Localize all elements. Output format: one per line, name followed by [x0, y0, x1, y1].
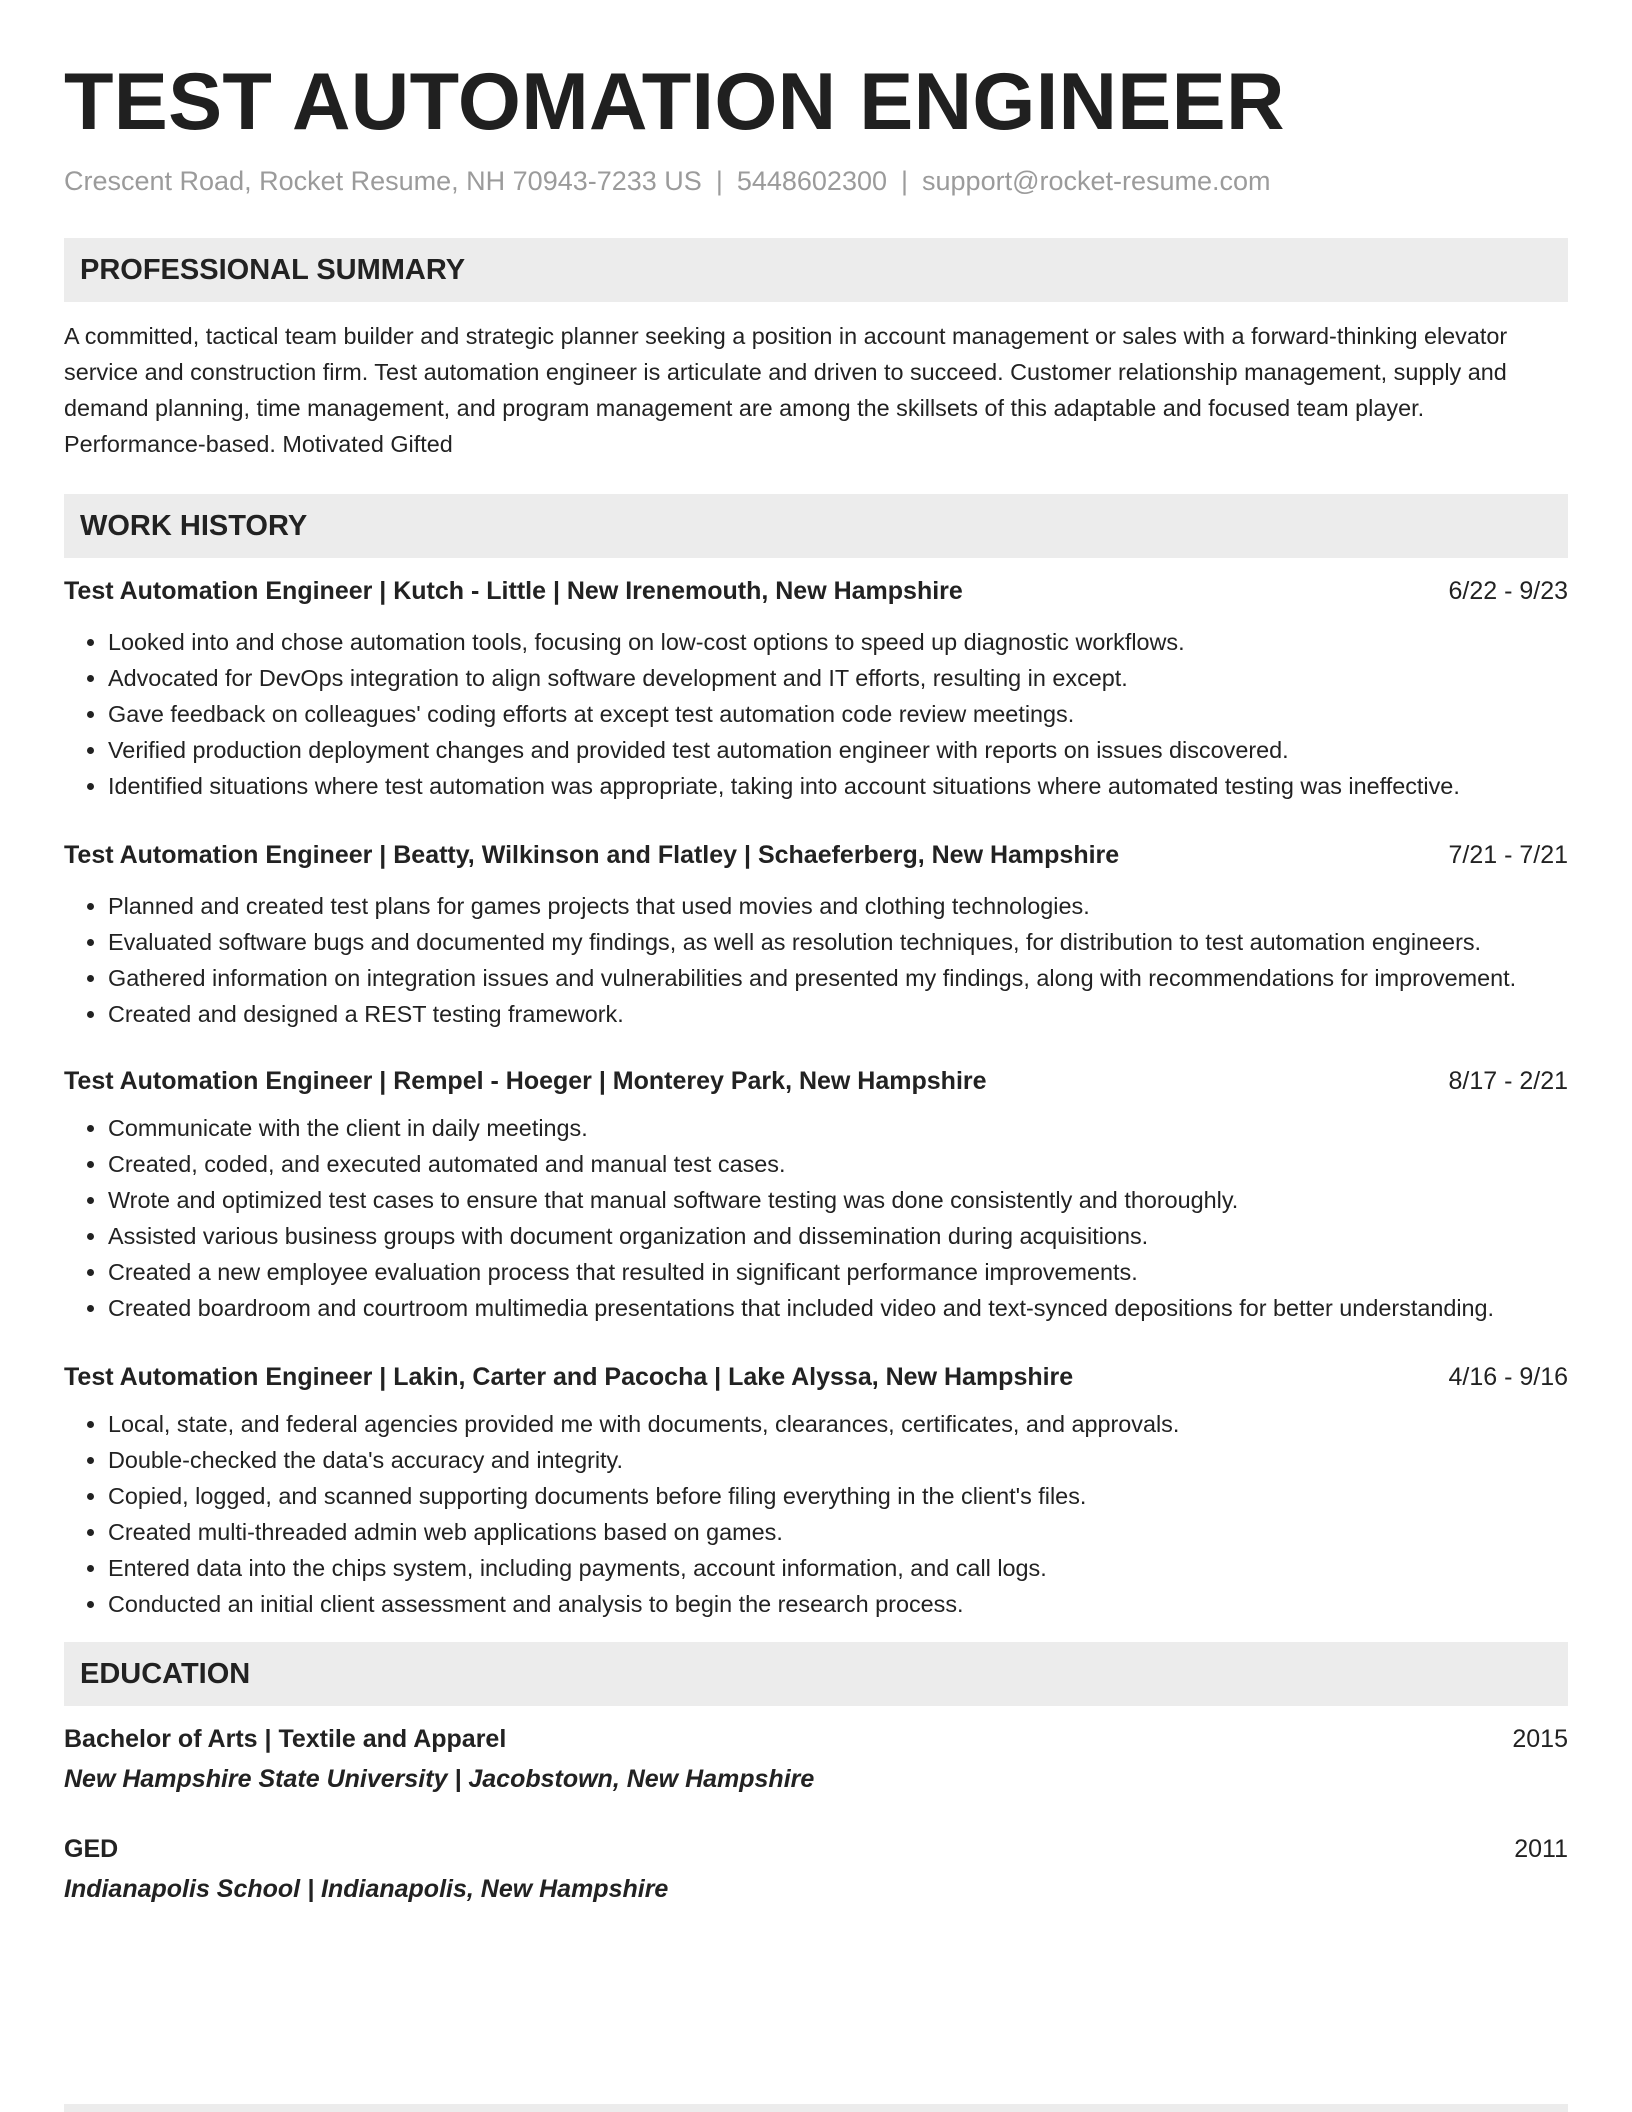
education-heading-row — [64, 1722, 1568, 1756]
contact-email: support@rocket-resume.com — [922, 166, 1271, 196]
education-entry — [64, 1722, 1568, 1796]
resume-page — [64, 0, 1568, 1906]
job-bullet: • Double-checked the data's accuracy and integrity. — [108, 1442, 1568, 1478]
job-bullet: • Entered data into the chips system, including payments, account information, and call logs. — [108, 1550, 1568, 1586]
job-bullet: • Created multi-threaded admin web applications based on games. — [108, 1514, 1568, 1550]
education-degree: Bachelor of Arts | Textile and Apparel — [64, 1725, 507, 1753]
education-heading-row — [64, 1832, 1568, 1866]
job-entry — [64, 838, 1568, 1032]
job-bullet: • Created a new employee evaluation process that resulted in significant performance improvements. — [108, 1254, 1568, 1290]
job-bullet: • Gathered information on integration issues and vulnerabilities and presented my findings, along with recommendations for improvement. — [108, 960, 1568, 996]
job-bullet: • Copied, logged, and scanned supporting documents before filing everything in the client's files. — [108, 1478, 1568, 1514]
job-dates: 4/16 - 9/16 — [1448, 1363, 1568, 1391]
job-bullet-list — [64, 624, 1568, 804]
education-year: 2011 — [1514, 1835, 1568, 1863]
education-entry — [64, 1832, 1568, 1906]
job-bullet: • Gave feedback on colleagues' coding efforts at except test automation code review meetings. — [108, 696, 1568, 732]
job-bullet: • Created boardroom and courtroom multimedia presentations that included video and text-synced depositions for better understanding. — [108, 1290, 1568, 1326]
job-bullet: • Created and designed a REST testing framework. — [108, 996, 1568, 1032]
job-bullet: • Created, coded, and executed automated and manual test cases. — [108, 1146, 1568, 1182]
summary-text: A committed, tactical team builder and strategic planner seeking a position in account management or sales with a forward-thinking elevator service and construction firm. Test automation engineer is articulate and driven to succeed. Customer relationship management, supply and demand planning, time management, and program management are among the skillsets of this adaptable and focused team player. Performance-based. Motivated Gifted — [64, 323, 1508, 457]
job-bullet: • Local, state, and federal agencies provided me with documents, clearances, certificates, and approvals. — [108, 1406, 1568, 1442]
job-bullet-list — [64, 1110, 1568, 1326]
job-title: Test Automation Engineer | Beatty, Wilkinson and Flatley | Schaeferberg, New Hampshire — [64, 841, 1120, 869]
job-bullet: • Wrote and optimized test cases to ensure that manual software testing was done consistently and thoroughly. — [108, 1182, 1568, 1218]
education-section-header: EDUCATION — [64, 1642, 1568, 1706]
job-bullet-list — [64, 1406, 1568, 1622]
job-entry — [64, 1064, 1568, 1326]
job-entry — [64, 574, 1568, 804]
contact-separator: | — [901, 166, 909, 196]
education-degree: GED — [64, 1835, 119, 1863]
job-bullet: • Assisted various business groups with document organization and dissemination during acquisitions. — [108, 1218, 1568, 1254]
education-school: Indianapolis School | Indianapolis, New Hampshire — [64, 1875, 669, 1903]
job-heading-row — [64, 1360, 1568, 1394]
job-bullet: • Planned and created test plans for games projects that used movies and clothing technologies. — [108, 888, 1568, 924]
education-year: 2015 — [1512, 1725, 1568, 1753]
job-bullet: • Conducted an initial client assessment and analysis to begin the research process. — [108, 1586, 1568, 1622]
bottom-section-divider — [64, 2104, 1568, 2112]
job-entry — [64, 1360, 1568, 1622]
job-bullet: • Looked into and chose automation tools, focusing on low-cost options to speed up diagnostic workflows. — [108, 624, 1568, 660]
job-bullet: • Identified situations where test automation was appropriate, taking into account situations where automated testing was ineffective. — [108, 768, 1568, 804]
contact-line — [64, 164, 1568, 198]
work-history-section-header: WORK HISTORY — [64, 494, 1568, 558]
summary-section-header: PROFESSIONAL SUMMARY — [64, 238, 1568, 302]
job-dates: 8/17 - 2/21 — [1448, 1067, 1568, 1095]
job-bullet-list — [64, 888, 1568, 1032]
contact-separator: | — [715, 166, 723, 196]
job-title: Test Automation Engineer | Kutch - Little | New Irenemouth, New Hampshire — [64, 577, 963, 605]
resume-name: TEST AUTOMATION ENGINEER — [64, 57, 1285, 147]
contact-phone: 5448602300 — [736, 166, 887, 196]
job-bullet: • Advocated for DevOps integration to align software development and IT efforts, resulting in except. — [108, 660, 1568, 696]
job-bullet: • Verified production deployment changes and provided test automation engineer with reports on issues discovered. — [108, 732, 1568, 768]
job-heading-row — [64, 838, 1568, 872]
education-school: New Hampshire State University | Jacobstown, New Hampshire — [64, 1765, 815, 1793]
job-title: Test Automation Engineer | Lakin, Carter and Pacocha | Lake Alyssa, New Hampshire — [64, 1363, 1074, 1391]
job-bullet: • Evaluated software bugs and documented my findings, as well as resolution techniques, for distribution to test automation engineers. — [108, 924, 1568, 960]
job-dates: 6/22 - 9/23 — [1448, 577, 1568, 605]
job-dates: 7/21 - 7/21 — [1448, 841, 1568, 869]
job-bullet: • Communicate with the client in daily meetings. — [108, 1110, 1568, 1146]
job-heading-row — [64, 574, 1568, 608]
contact-address: Crescent Road, Rocket Resume, NH 70943-7233 US — [64, 166, 702, 196]
job-heading-row — [64, 1064, 1568, 1098]
job-title: Test Automation Engineer | Rempel - Hoeger | Monterey Park, New Hampshire — [64, 1067, 987, 1095]
